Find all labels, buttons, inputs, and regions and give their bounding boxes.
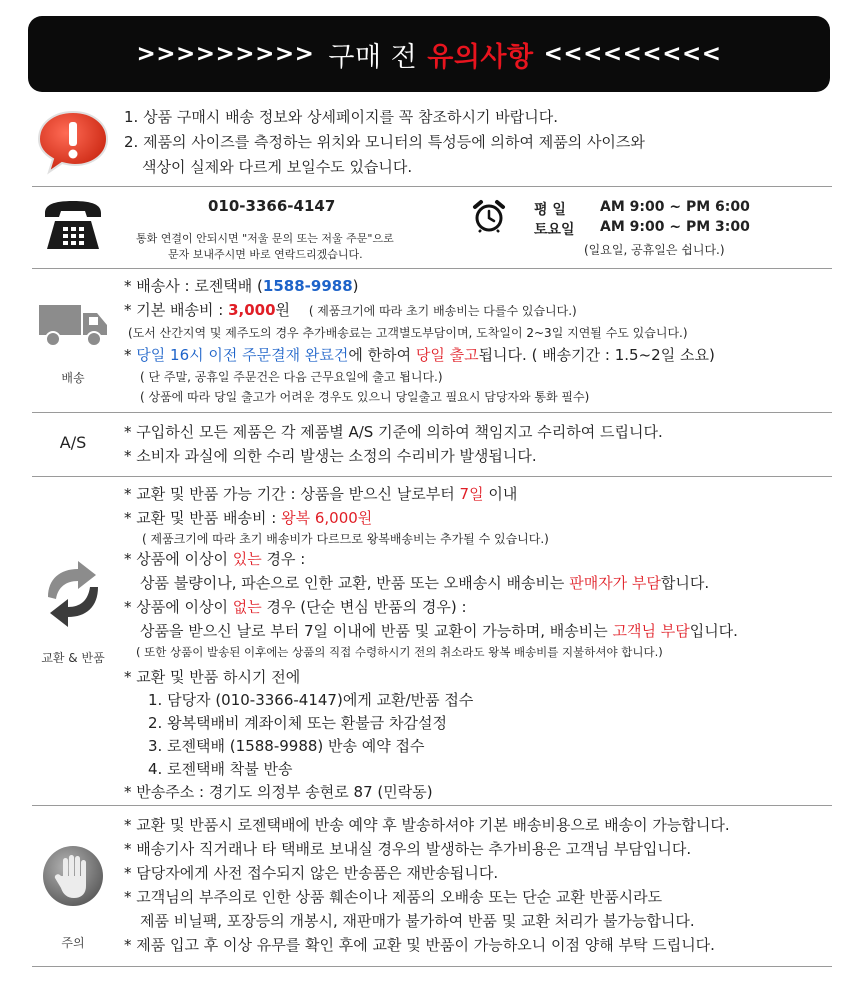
stop-hand-icon xyxy=(41,844,105,908)
step-2: 2. 왕복택배비 계좌이체 또는 환불금 차감설정 xyxy=(148,714,447,732)
sameday-mid: 에 한하여 xyxy=(348,346,416,364)
notice-icon-col xyxy=(32,108,114,176)
caution-item-3: * 담당자에게 사전 접수되지 않은 반송품은 재반송됩니다. xyxy=(124,864,499,882)
defect-exists: 있는 xyxy=(232,550,262,568)
sameday-end: 됩니다. ( 배송기간 : 1.5~2일 소요) xyxy=(478,346,715,364)
defect-body-suffix: 합니다. xyxy=(660,574,710,592)
sameday-condition: 당일 16시 이전 주문결재 완료건 xyxy=(136,346,349,364)
exchange-arrows-icon xyxy=(38,557,108,633)
period-days: 7일 xyxy=(459,485,484,503)
banner-title: 구매 전 xyxy=(328,41,418,73)
nodefect-body-prefix: 상품을 받으신 날로 부터 7일 이내에 반품 및 교환이 가능하며, 배송비는 xyxy=(140,622,613,640)
exchange-label: 교환 & 반품 xyxy=(41,651,105,665)
nodefect-body-suffix: 입니다. xyxy=(689,622,738,640)
exchange-icon-col xyxy=(32,557,114,666)
delivery-truck-icon xyxy=(37,299,109,349)
shipping-section xyxy=(32,269,832,411)
courier-phone[interactable]: 1588-9988 xyxy=(262,277,353,295)
step-1: 1. 담당자 (010-3366-4147)에게 교환/반품 접수 xyxy=(148,691,474,709)
cancel-note: ( 또한 상품이 발송된 이후에는 상품의 직접 수령하시기 전의 취소라도 왕복 배송비를 지불하셔야 합니다.) xyxy=(136,645,663,659)
sameday-star: * xyxy=(124,346,137,364)
defect-suffix: 경우 : xyxy=(261,550,306,568)
exchange-fee-value: 왕복 6,000원 xyxy=(281,509,373,527)
period-prefix: * 교환 및 반품 가능 기간 : 상품을 받으신 날로부터 xyxy=(124,485,460,503)
as-section xyxy=(32,413,832,475)
banner-highlight: 유의사항 xyxy=(427,41,534,73)
courier-suffix: ) xyxy=(352,277,359,295)
nodefect-body-customer: 고객님 부담 xyxy=(612,622,690,640)
return-address: * 반송주소 : 경기도 의정부 송현로 87 (민락동) xyxy=(124,783,433,801)
divider xyxy=(32,966,832,967)
nodefect-line xyxy=(124,596,467,617)
contact-note-1: 통화 연결이 안되시면 "저울 문의 또는 저울 주문"으로 xyxy=(136,232,394,245)
banner-right-arrows: <<<<<<<<< xyxy=(543,41,722,67)
defect-line xyxy=(124,548,305,569)
as-item-2: * 소비자 과실에 의한 수리 발생는 소정의 수리비가 발생됩니다. xyxy=(124,447,537,465)
caution-item-6: * 제품 입고 후 이상 유무를 확인 후에 교환 및 반품이 가능하오니 이점 양해 부탁 드립니다. xyxy=(124,936,715,954)
courier-line xyxy=(124,275,359,296)
courier-prefix: * 배송사 : 로젠택배 ( xyxy=(124,277,263,295)
notice-section xyxy=(32,100,832,184)
contact-section xyxy=(32,187,832,267)
weekend-note: ( 단 주말, 공휴일 주문건은 다음 근무요일에 출고 됩니다.) xyxy=(140,370,443,384)
shipping-label: 배송 xyxy=(61,371,85,385)
shipping-icon-col xyxy=(32,299,114,386)
base-fee-prefix: * 기본 배송비 : xyxy=(124,301,229,319)
nodefect-none: 없는 xyxy=(232,598,262,616)
alarm-clock-icon xyxy=(472,199,506,233)
sameday-line xyxy=(124,344,715,365)
remote-note: (도서 산간지역 및 제주도의 경우 추가배송료는 고객별도부담이며, 도착일이 2~3일 지연될 수도 있습니다.) xyxy=(128,326,688,340)
notice-item-1: 1. 상품 구매시 배송 정보와 상세페이지를 꼭 참조하시기 바랍니다. xyxy=(124,108,558,126)
caution-section xyxy=(32,806,832,964)
caution-icon-col xyxy=(32,844,114,951)
caution-item-1: * 교환 및 반품시 로젠택배에 반송 예약 후 발송하셔야 기본 배송비용으로 배송이 가능합니다. xyxy=(124,816,730,834)
sameday-dispatch: 당일 출고 xyxy=(415,346,479,364)
step-4: 4. 로젠택배 착불 반송 xyxy=(148,760,293,778)
as-item-1: * 구입하신 모든 제품은 각 제품별 A/S 기준에 의하여 책임지고 수리하여 드립니다. xyxy=(124,423,663,441)
base-fee-unit: 원 xyxy=(275,301,291,319)
step-3: 3. 로젠택배 (1588-9988) 반송 예약 접수 xyxy=(148,737,425,755)
caution-item-4: * 고객님의 부주의로 인한 상품 훼손이나 제품의 오배송 또는 단순 교환 반품시라도 xyxy=(124,888,663,906)
exchange-fee-prefix: * 교환 및 반품 배송비 : xyxy=(124,509,282,527)
contact-phone[interactable]: 010-3366-4147 xyxy=(208,197,336,215)
nodefect-suffix: 경우 (단순 변심 반품의 경우) : xyxy=(261,598,467,616)
steps-title: * 교환 및 반품 하시기 전에 xyxy=(124,668,301,686)
phone-icon-col xyxy=(32,199,114,251)
period-suffix: 이내 xyxy=(483,485,518,503)
caution-item-5: 제품 비닐팩, 포장등의 개봉시, 재판매가 불가하여 반품 및 교환 처리가 불가능합니다. xyxy=(140,912,695,930)
notice-item-3: 색상이 실제와 다르게 보일수도 있습니다. xyxy=(142,158,413,176)
defect-body-line xyxy=(140,572,709,593)
caution-label: 주의 xyxy=(61,936,85,950)
exchange-fee-note: ( 제품크기에 따라 초기 배송비가 다르므로 왕복배송비는 추가될 수 있습니다.) xyxy=(142,532,549,546)
exchange-period-line xyxy=(124,483,517,504)
saturday-label: 토요일 xyxy=(534,222,575,238)
nodefect-prefix: * 상품에 이상이 xyxy=(124,598,233,616)
page-title-banner xyxy=(28,16,830,92)
weekday-label: 평 일 xyxy=(534,202,566,218)
caution-item-2: * 배송기사 직거래나 타 택배로 보내실 경우의 발생하는 추가비용은 고객님 부담입니다. xyxy=(124,840,692,858)
base-fee-line xyxy=(124,299,577,320)
saturday-hours: AM 9:00 ~ PM 3:00 xyxy=(600,219,750,235)
telephone-icon xyxy=(41,199,105,251)
banner-left-arrows: >>>>>>>>> xyxy=(136,41,315,67)
nodefect-body-line xyxy=(140,620,738,641)
contact-required-note: ( 상품에 따라 당일 출고가 어려운 경우도 있으니 당일출고 필요시 담당자와 통화 필수) xyxy=(140,390,590,404)
contact-note-2: 문자 보내주시면 바로 연락드리겠습니다. xyxy=(168,248,363,261)
base-fee-note: ( 제품크기에 따라 초기 배송비는 다를수 있습니다.) xyxy=(308,304,577,318)
defect-prefix: * 상품에 이상이 xyxy=(124,550,233,568)
exchange-fee-line xyxy=(124,507,372,528)
holiday-note: (일요일, 공휴일은 쉽니다.) xyxy=(584,243,725,257)
defect-body-prefix: 상품 불량이나, 파손으로 인한 교환, 반품 또는 오배송시 배송비는 xyxy=(140,574,570,592)
exclamation-bubble-icon xyxy=(35,108,111,176)
as-label: A/S xyxy=(59,433,87,452)
weekday-hours: AM 9:00 ~ PM 6:00 xyxy=(600,199,750,215)
exchange-section xyxy=(32,477,832,803)
base-fee-value: 3,000 xyxy=(228,301,276,319)
as-label-col xyxy=(32,433,114,452)
defect-body-seller: 판매자가 부담 xyxy=(569,574,661,592)
notice-item-2: 2. 제품의 사이즈를 측정하는 위치와 모니터의 특성등에 의하여 제품의 사이즈와 xyxy=(124,133,645,151)
